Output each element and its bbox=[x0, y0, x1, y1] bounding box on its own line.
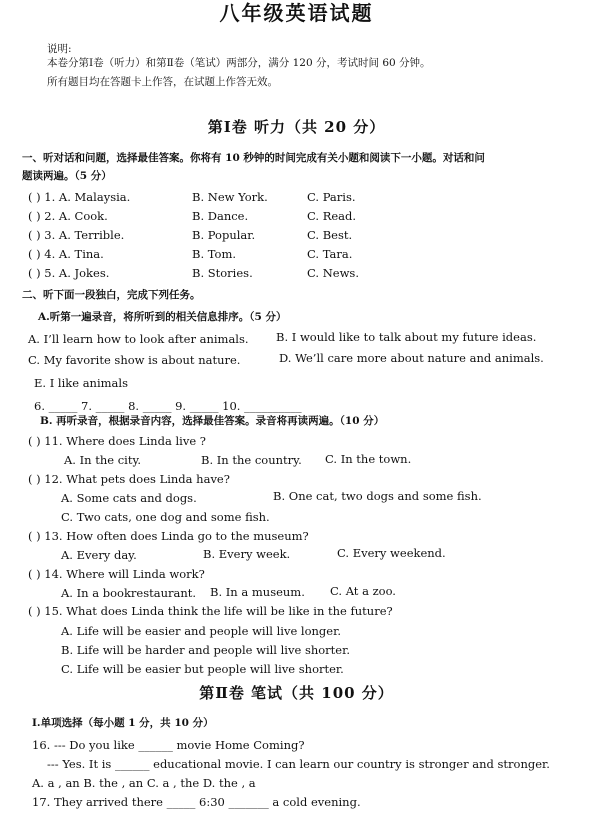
option-a-statement: A. I’ll learn how to look after animals. bbox=[28, 332, 249, 346]
question-3: ( ) 3. A. Terrible. bbox=[28, 228, 125, 242]
question-1-option-c: C. Paris. bbox=[307, 190, 356, 204]
question-15: ( ) 15. What does Linda think the life will be like in the future? bbox=[28, 604, 393, 618]
question-5: ( ) 5. A. Jokes. bbox=[28, 266, 110, 280]
question-15-option-b: B. Life will be harder and people will live shorter. bbox=[61, 643, 350, 657]
question-5-option-b: B. Stories. bbox=[192, 266, 253, 280]
question-14-option-a: A. In a bookrestaurant. bbox=[61, 586, 197, 600]
question-11: ( ) 11. Where does Linda live ? bbox=[28, 434, 206, 448]
question-3-option-b: B. Popular. bbox=[192, 228, 256, 242]
question-13: ( ) 13. How often does Linda go to the museum? bbox=[28, 529, 309, 543]
question-12-option-c: C. Two cats, one dog and some fish. bbox=[61, 510, 270, 524]
notes-label: 说明: bbox=[47, 43, 72, 55]
section2b-instruction: B. 再听录音，根据录音内容，选择最佳答案。录音将再读两遍。（10 分） bbox=[40, 415, 385, 427]
question-16-reply: --- Yes. It is ______ educational movie. I can learn our country is stronger and stronger. bbox=[47, 757, 550, 771]
question-13-option-c: C. Every weekend. bbox=[337, 546, 446, 560]
question-4-option-b: B. Tom. bbox=[192, 247, 237, 261]
section1-instruction-line1: 一、听对话和问题，选择最佳答案。你将有 10 秒钟的时间完成有关小题和阅读下一小题。对话和问 bbox=[22, 152, 485, 164]
question-17: 17. They arrived there _____ 6:30 _______ a cold evening. bbox=[32, 795, 361, 809]
page-title: 八年级英语试题 bbox=[219, 1, 374, 25]
question-14-option-b: B. In a museum. bbox=[210, 585, 305, 599]
question-4-option-c: C. Tara. bbox=[307, 247, 353, 261]
question-16: 16. --- Do you like ______ movie Home Coming? bbox=[32, 738, 305, 752]
question-11-option-b: B. In the country. bbox=[201, 453, 302, 467]
option-d-statement: D. We’ll care more about nature and animals. bbox=[279, 351, 544, 365]
question-5-option-c: C. News. bbox=[307, 266, 359, 280]
question-15-option-a: A. Life will be easier and people will live longer. bbox=[61, 624, 341, 638]
notes-line-2: 所有题目均在答题卡上作答，在试题上作答无效。 bbox=[47, 76, 278, 88]
question-2-option-b: B. Dance. bbox=[192, 209, 249, 223]
part1-heading: 第Ⅰ卷 听力（共 20 分） bbox=[207, 118, 386, 136]
question-13-option-a: A. Every day. bbox=[61, 548, 137, 562]
question-2-option-c: C. Read. bbox=[307, 209, 357, 223]
question-14: ( ) 14. Where will Linda work? bbox=[28, 567, 205, 581]
question-4: ( ) 4. A. Tina. bbox=[28, 247, 104, 261]
question-1-option-b: B. New York. bbox=[192, 190, 268, 204]
section2a-instruction: A.听第一遍录音，将所听到的相关信息排序。（5 分） bbox=[38, 311, 287, 323]
question-16-options: A. a , an B. the , an C. a , the D. the , a bbox=[32, 776, 256, 790]
notes-line-1: 本卷分第Ⅰ卷（听力）和第Ⅱ卷（笔试）两部分，满分 120 分，考试时间 60 分钟。 bbox=[47, 57, 431, 69]
answer-blanks-6-10: 6. _____ 7. _____ 8. _____ 9. _____ 10. __________ bbox=[34, 399, 302, 413]
part2-section1-instruction: Ⅰ.单项选择（每小题 1 分，共 10 分） bbox=[32, 717, 214, 729]
option-e-statement: E. I like animals bbox=[34, 376, 128, 390]
option-b-statement: B. I would like to talk about my future ideas. bbox=[276, 330, 537, 344]
option-c-statement: C. My favorite show is about nature. bbox=[28, 353, 241, 367]
question-15-option-c: C. Life will be easier but people will live shorter. bbox=[61, 662, 344, 676]
question-13-option-b: B. Every week. bbox=[203, 547, 291, 561]
section2-instruction: 二、听下面一段独白，完成下列任务。 bbox=[22, 289, 201, 301]
question-12: ( ) 12. What pets does Linda have? bbox=[28, 472, 230, 486]
question-2: ( ) 2. A. Cook. bbox=[28, 209, 108, 223]
question-1: ( ) 1. A. Malaysia. bbox=[28, 190, 131, 204]
question-12-option-b: B. One cat, two dogs and some fish. bbox=[273, 489, 482, 503]
question-11-option-c: C. In the town. bbox=[325, 452, 412, 466]
question-3-option-c: C. Best. bbox=[307, 228, 353, 242]
section1-instruction-line2: 题读两遍。（5 分） bbox=[22, 170, 112, 182]
question-12-option-a: A. Some cats and dogs. bbox=[61, 491, 197, 505]
part2-heading: 第Ⅱ卷 笔试（共 100 分） bbox=[199, 684, 394, 702]
question-11-option-a: A. In the city. bbox=[64, 453, 142, 467]
question-14-option-c: C. At a zoo. bbox=[330, 584, 396, 598]
